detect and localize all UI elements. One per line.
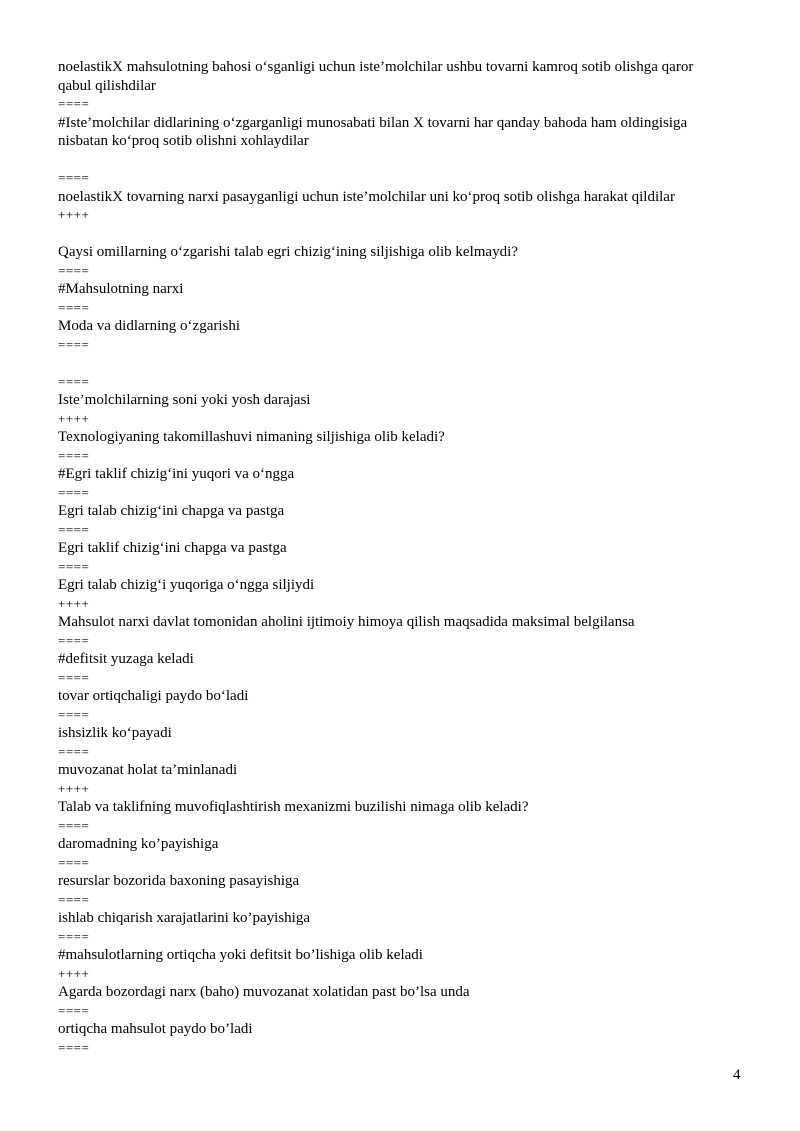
correct-answer-line: #mahsulotlarning ortiqcha yoki defitsit bo’lishiga olib keladi — [58, 947, 423, 963]
question-separator: ++++ — [58, 780, 90, 796]
separator-line: ==== — [58, 1002, 90, 1018]
correct-answer-line: #Mahsulotning narxi — [58, 281, 184, 297]
separator-line: ==== — [58, 373, 90, 389]
separator-line: ==== — [58, 170, 90, 185]
question-separator: ++++ — [58, 595, 90, 611]
separator-line: ==== — [58, 632, 90, 648]
text-line: Agarda bozordagi narx (baho) muvozanat xolatidan past bo’lsa unda — [58, 984, 470, 1000]
blank-line — [58, 225, 748, 244]
text-line: ishsizlik ko‘payadi — [58, 725, 172, 741]
text-line: Texnologiyaning takomillashuvi nimaning siljishiga olib keladi? — [58, 429, 445, 445]
separator-line: ==== — [58, 669, 90, 685]
text-line: daromadning ko’payishiga — [58, 836, 219, 852]
separator-line: ==== — [58, 299, 90, 315]
separator-line: ==== — [58, 706, 90, 722]
text-line: Qaysi omillarning o‘zgarishi talab egri chizig‘ining siljishiga olib kelmaydi? — [58, 244, 518, 260]
text-line: ishlab chiqarish xarajatlarini ko’payishiga — [58, 910, 311, 926]
separator-line: ==== — [58, 817, 90, 833]
text-line: Talab va taklifning muvofiqlashtirish mexanizmi buzilishi nimaga olib keladi? — [58, 799, 529, 815]
text-line: qabul qilishdilar — [58, 77, 156, 94]
text-line: muvozanat holat ta’minlanadi — [58, 762, 238, 778]
separator-line: ==== — [58, 1039, 90, 1055]
text-line: noelastikX tovarning narxi pasayganligi uchun iste’molchilar uni ko‘proq sotib olishga harakat qildilar — [58, 188, 675, 205]
question-separator: ++++ — [58, 207, 90, 222]
text-line: Egri talab chizig‘i yuqoriga o‘ngga siljiydi — [58, 577, 315, 593]
separator-line: ==== — [58, 743, 90, 759]
correct-answer-line: #Iste’molchilar didlarining o‘zgarganligi munosabati bilan X tovarni har qanday bahoda ham oldingisiga — [58, 114, 688, 131]
text-line: ortiqcha mahsulot paydo bo’ladi — [58, 1021, 253, 1037]
text-line: nisbatan ko‘proq sotib olishni xohlaydilar — [58, 133, 309, 149]
separator-line: ==== — [58, 336, 90, 352]
separator-line: ==== — [58, 558, 90, 574]
separator-line: ==== — [58, 928, 90, 944]
correct-answer-line: #Egri taklif chizig‘ini yuqori va o‘ngga — [58, 466, 295, 482]
blank-line — [58, 151, 748, 170]
separator-line: ==== — [58, 484, 90, 500]
separator-line: ==== — [58, 891, 90, 907]
question-separator: ++++ — [58, 410, 90, 426]
text-line: Moda va didlarning o‘zgarishi — [58, 318, 241, 334]
separator-line: ==== — [58, 447, 90, 463]
correct-answer-line: #defitsit yuzaga keladi — [58, 651, 194, 667]
text-line: Iste’molchilarning soni yoki yosh darajasi — [58, 392, 311, 408]
question-separator: ++++ — [58, 965, 90, 981]
separator-line: ==== — [58, 521, 90, 537]
separator-line: ==== — [58, 262, 90, 278]
separator-line: ==== — [58, 854, 90, 870]
text-line: tovar ortiqchaligi paydo bo‘ladi — [58, 688, 249, 704]
document-body — [58, 58, 748, 1057]
separator-line: ==== — [58, 96, 90, 111]
text-line: Mahsulot narxi davlat tomonidan aholini ijtimoiy himoya qilish maqsadida maksimal belgilansa — [58, 614, 635, 630]
text-line: noelastikX mahsulotning bahosi o‘sganligi uchun iste’molchilar ushbu tovarni kamroq sotib olishga qaror — [58, 59, 694, 75]
text-line: resurslar bozorida baxoning pasayishiga — [58, 873, 300, 889]
text-line: Egri talab chizig‘ini chapga va pastga — [58, 503, 285, 519]
page-number: 4 — [733, 1067, 741, 1083]
blank-line — [58, 354, 748, 373]
text-line: Egri taklif chizig‘ini chapga va pastga — [58, 540, 287, 556]
